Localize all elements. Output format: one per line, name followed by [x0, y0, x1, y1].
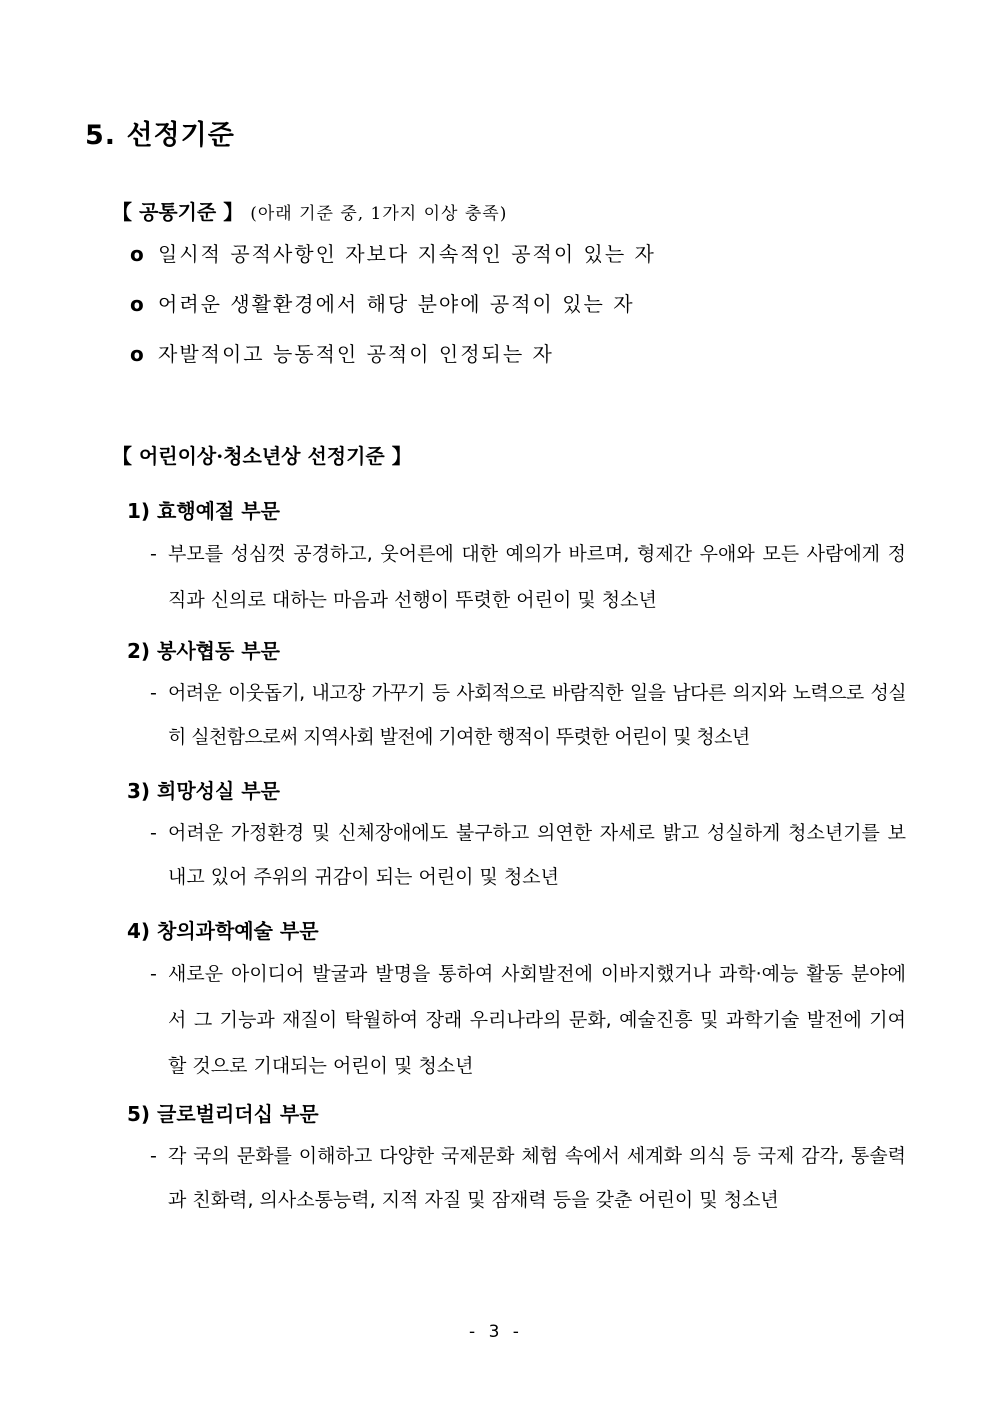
- bullet-marker: o: [130, 342, 144, 366]
- bullet-marker: o: [130, 292, 144, 316]
- list-item: [130, 288, 656, 338]
- category-description: [150, 531, 906, 623]
- category-title: 1) 효행예절 부문: [127, 499, 280, 523]
- dash-marker: -: [150, 822, 157, 844]
- category-volunteer-cooperation: [127, 631, 917, 759]
- open-bracket: 【: [112, 200, 132, 224]
- dash-marker: -: [150, 1145, 157, 1167]
- common-criteria-note: (아래 기준 중, 1가지 이상 충족): [250, 204, 508, 224]
- category-description: [150, 1134, 906, 1222]
- dash-marker: -: [150, 543, 157, 565]
- category-description: [150, 811, 906, 899]
- category-title: 4) 창의과학예술 부문: [127, 919, 319, 943]
- category-description-text: 각 국의 문화를 이해하고 다양한 국제문화 체험 속에서 세계화 의식 등 국제 감각, 통솔력과 친화력, 의사소통능력, 지적 자질 및 잠재력 등을 갖춘 어린이 및 청소년: [168, 1145, 906, 1211]
- category-description: [150, 951, 906, 1089]
- category-hope-sincerity: [127, 771, 917, 899]
- list-item-text: 어려운 생활환경에서 해당 분야에 공적이 있는 자: [158, 292, 635, 316]
- open-bracket: 【: [112, 444, 132, 468]
- dash-marker: -: [150, 963, 157, 985]
- list-item-text: 일시적 공적사항인 자보다 지속적인 공적이 있는 자: [158, 242, 656, 266]
- common-criteria-title: 공통기준: [138, 200, 217, 224]
- category-global-leadership: [127, 1094, 917, 1222]
- list-item-text: 자발적이고 능동적인 공적이 인정되는 자: [158, 342, 554, 366]
- category-description-text: 부모를 성심껏 공경하고, 웃어른에 대한 예의가 바르며, 형제간 우애와 모든 사람에게 정직과 신의로 대하는 마음과 선행이 뚜렷한 어린이 및 청소년: [168, 543, 906, 611]
- common-criteria-heading: [112, 196, 507, 225]
- award-criteria-heading: [112, 440, 412, 469]
- dash-marker: -: [150, 682, 157, 704]
- list-item: [130, 338, 656, 388]
- category-title: 3) 희망성실 부문: [127, 779, 280, 803]
- category-description-text: 새로운 아이디어 발굴과 발명을 통하여 사회발전에 이바지했거나 과학·예능 활동 분야에서 그 기능과 재질이 탁월하여 장래 우리나라의 문화, 예술진흥 및 과학기술 발전에 기여할 것으로 기대되는 어린이 및 청소년: [168, 963, 906, 1077]
- page-number: - 3 -: [469, 1322, 523, 1342]
- list-item: [130, 238, 656, 288]
- category-title: 5) 글로벌리더십 부문: [127, 1102, 319, 1126]
- bullet-marker: o: [130, 242, 144, 266]
- category-title: 2) 봉사협동 부문: [127, 639, 280, 663]
- close-bracket: 】: [391, 444, 412, 468]
- close-bracket: 】: [223, 200, 244, 224]
- category-creative-science-art: [127, 911, 917, 1089]
- category-filial-piety: [127, 491, 917, 623]
- section-title: 5. 선정기준: [85, 120, 235, 151]
- award-criteria-title: 어린이상·청소년상 선정기준: [138, 444, 385, 468]
- category-description: [150, 671, 906, 759]
- category-description-text: 어려운 이웃돕기, 내고장 가꾸기 등 사회적으로 바람직한 일을 남다른 의지와 노력으로 성실히 실천함으로써 지역사회 발전에 기여한 행적이 뚜렷한 어린이 및 청소년: [168, 682, 906, 748]
- common-criteria-list: [130, 238, 656, 388]
- category-description-text: 어려운 가정환경 및 신체장애에도 불구하고 의연한 자세로 밝고 성실하게 청소년기를 보내고 있어 주위의 귀감이 되는 어린이 및 청소년: [168, 822, 906, 888]
